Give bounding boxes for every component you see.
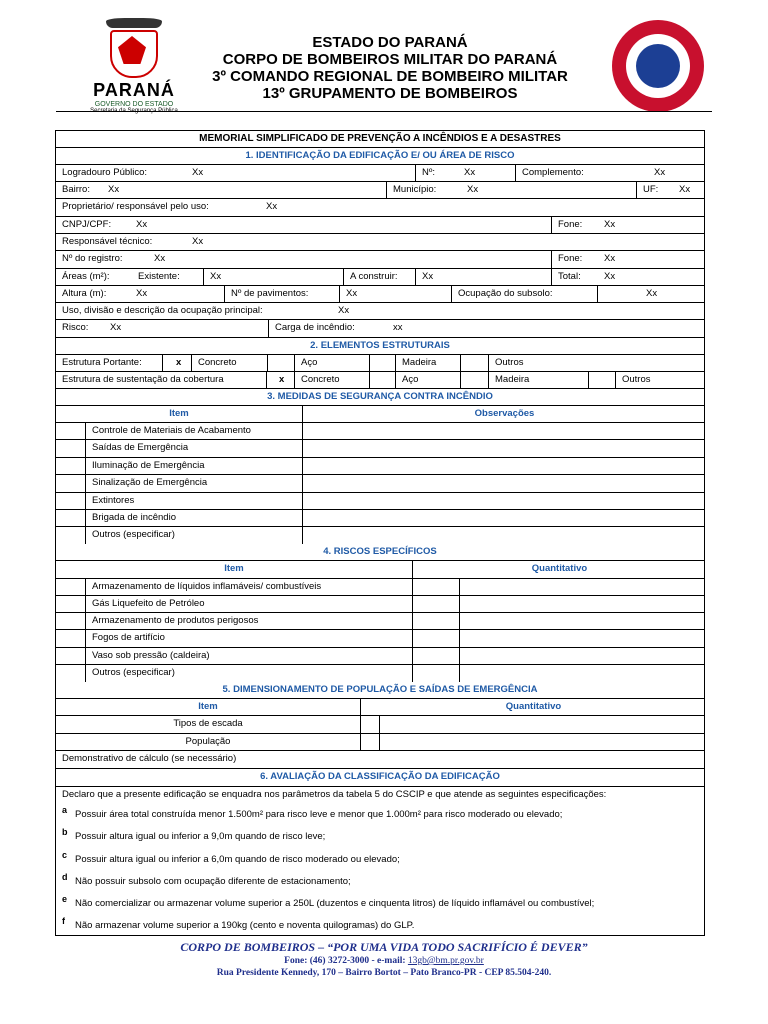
proprietario-value[interactable]: Xx — [266, 201, 278, 212]
calculo-label[interactable]: Demonstrativo de cálculo (se necessário) — [62, 753, 237, 764]
portante-concreto-check[interactable]: x — [162, 355, 191, 371]
registro-label: Nº do registro: — [62, 253, 123, 264]
section-2-heading-row — [56, 338, 704, 355]
logradouro-row — [56, 165, 704, 182]
escada-label: Tipos de escada — [173, 718, 243, 729]
s3-item-label: Controle de Materiais de Acabamento — [85, 423, 302, 439]
form-title: MEMORIAL SIMPLIFICADO DE PREVENÇÃO A INCÊNDIOS E A DESASTRES — [199, 133, 561, 144]
cnpj-row — [56, 217, 704, 234]
construir-label: A construir: — [350, 271, 398, 282]
s3-check[interactable] — [56, 423, 85, 439]
proprietario-label: Proprietário/ responsável pelo uso: — [62, 201, 209, 212]
page-footer — [0, 940, 768, 979]
s4-quantitativo[interactable] — [459, 579, 706, 595]
populacao-check[interactable] — [360, 734, 379, 750]
section-1-heading-row — [56, 148, 704, 165]
areas-row — [56, 269, 704, 286]
s4-row — [56, 630, 704, 648]
section-5-heading-row — [56, 682, 704, 699]
section-5-heading: 5. DIMENSIONAMENTO DE POPULAÇÃO E SAÍDAS DE EMERGÊNCIA — [222, 684, 538, 695]
responsavel-label: Responsável técnico: — [62, 236, 153, 247]
carga-value[interactable]: xx — [393, 322, 403, 333]
subsolo-label: Ocupação do subsolo: — [458, 288, 553, 299]
escada-check[interactable] — [360, 716, 379, 733]
portante-aco-check[interactable] — [267, 355, 294, 371]
footer-motto: CORPO DE BOMBEIROS – “POR UMA VIDA TODO SACRIFÍCIO É DEVER” — [180, 940, 588, 954]
s4-check[interactable] — [56, 630, 85, 647]
s3-check[interactable] — [56, 510, 85, 526]
bairro-value[interactable]: Xx — [108, 184, 120, 195]
cnpj-label: CNPJ/CPF: — [62, 219, 112, 230]
footer-contact — [0, 955, 768, 967]
header-titles — [190, 34, 590, 102]
existente-value[interactable]: Xx — [210, 271, 222, 282]
s4-col-qt: Quantitativo — [412, 561, 706, 578]
registro-value[interactable]: Xx — [154, 253, 166, 264]
estrutura-cobertura-row — [56, 372, 704, 389]
declaration-item-letter: f — [62, 916, 65, 926]
declaration-item-text: Não armazenar volume superior a 190kg (cento e noventa quilogramas) do GLP. — [75, 920, 415, 931]
footer-phone: Fone: (46) 3272-3000 - e-mail: — [284, 956, 408, 966]
declaration-intro: Declaro que a presente edificação se enquadra nos parâmetros da tabela 5 do CSCIP e que atende as seguintes especificações: — [62, 789, 607, 800]
cobertura-aco-check[interactable] — [369, 372, 395, 388]
s3-observacao[interactable] — [302, 510, 706, 526]
portante-outros-check[interactable] — [460, 355, 488, 371]
page-header — [0, 0, 768, 120]
altura-value[interactable]: Xx — [136, 288, 148, 299]
s4-quantitativo[interactable] — [459, 648, 706, 664]
s3-row — [56, 475, 704, 493]
footer-address: Rua Presidente Kennedy, 170 – Bairro Bortot – Pato Branco-PR - CEP 85.504-240. — [216, 968, 552, 978]
s3-row — [56, 440, 704, 458]
s4-row — [56, 613, 704, 630]
section-3-heading: 3. MEDIDAS DE SEGURANÇA CONTRA INCÊNDIO — [267, 391, 493, 402]
s5-col-item: Item — [198, 701, 218, 712]
complemento-label: Complemento: — [522, 167, 584, 178]
declaration-item-letter: b — [62, 827, 68, 837]
section-4-heading-row — [56, 544, 704, 561]
portante-madeira-label: Madeira — [395, 355, 460, 371]
s4-check[interactable] — [56, 613, 85, 629]
s3-item-label: Iluminação de Emergência — [85, 458, 302, 474]
header-line-3: 3º COMANDO REGIONAL DE BOMBEIRO MILITAR — [212, 68, 568, 85]
s4-quantitativo[interactable] — [459, 665, 706, 682]
cobertura-label: Estrutura de sustentação da cobertura — [62, 374, 224, 385]
registro-row — [56, 251, 704, 269]
subsolo-value[interactable]: Xx — [646, 288, 658, 299]
s4-qt-check[interactable] — [412, 579, 459, 595]
altura-label: Altura (m): — [62, 288, 107, 299]
responsavel-row — [56, 234, 704, 251]
uso-row — [56, 303, 704, 320]
uso-label: Uso, divisão e descrição da ocupação principal: — [62, 305, 263, 316]
bairro-label: Bairro: — [62, 184, 90, 195]
section-4-heading: 4. RISCOS ESPECÍFICOS — [323, 546, 437, 557]
escada-value[interactable] — [379, 716, 706, 733]
s4-row — [56, 648, 704, 665]
section-4-column-header — [56, 561, 704, 579]
populacao-value[interactable] — [379, 734, 706, 750]
risco-label: Risco: — [62, 322, 89, 333]
proprietario-row — [56, 199, 704, 217]
fone-value[interactable]: Xx — [604, 219, 616, 230]
s3-col-item: Item — [169, 408, 189, 419]
section-5-column-header — [56, 699, 704, 716]
fone-2-value[interactable]: Xx — [604, 253, 616, 264]
cobertura-outros-check[interactable] — [588, 372, 615, 388]
declaration-item-text: Possuir área total construída menor 1.500m² para risco leve e menor que 1.000m² para risco moderado ou elevado; — [75, 809, 563, 820]
cobertura-madeira-check[interactable] — [460, 372, 488, 388]
s4-check[interactable] — [56, 665, 85, 682]
s4-item-label: Outros (especificar) — [85, 665, 412, 682]
s4-qt-check[interactable] — [412, 648, 459, 664]
s4-qt-check[interactable] — [412, 613, 459, 629]
cnpj-value[interactable]: Xx — [136, 219, 148, 230]
s4-check[interactable] — [56, 648, 85, 664]
risco-row — [56, 320, 704, 338]
s4-item-label: Fogos de artifício — [85, 630, 412, 647]
section-3-heading-row — [56, 389, 704, 406]
header-divider — [56, 111, 712, 112]
header-line-4: 13º GRUPAMENTO DE BOMBEIROS — [262, 85, 518, 102]
s4-quantitativo[interactable] — [459, 596, 706, 612]
populacao-label: População — [185, 736, 231, 747]
s4-qt-check[interactable] — [412, 596, 459, 612]
numero-value[interactable]: Xx — [464, 167, 476, 178]
s3-item-label: Brigada de incêndio — [85, 510, 302, 526]
portante-label: Estrutura Portante: — [62, 357, 142, 368]
portante-outros-label: Outros — [488, 355, 706, 371]
cobertura-madeira-label: Madeira — [488, 372, 588, 388]
s3-observacao[interactable] — [302, 440, 706, 457]
declaration-item-letter: c — [62, 850, 68, 860]
declaration-item-letter: a — [62, 805, 68, 815]
declaration-item-text: Não possuir subsolo com ocupação diferente de estacionamento; — [75, 876, 351, 887]
s4-quantitativo[interactable] — [459, 613, 706, 629]
footer-email-link[interactable]: 13gb@bm.pr.gov.br — [407, 956, 484, 966]
declaration-item-text: Possuir altura igual ou inferior a 9,0m quando de risco leve; — [75, 831, 326, 842]
s4-item-label: Armazenamento de produtos perigosos — [85, 613, 412, 629]
s3-observacao[interactable] — [302, 423, 706, 439]
cobertura-concreto-check[interactable]: x — [266, 372, 294, 388]
coat-of-arms-icon — [110, 30, 158, 78]
bombeiros-seal-icon — [612, 20, 704, 112]
risco-value[interactable]: Xx — [110, 322, 122, 333]
municipio-value[interactable]: Xx — [467, 184, 479, 195]
logo-subtitle-secondary: Secretaria da Segurança Pública — [90, 108, 178, 114]
section-6-declaration — [56, 787, 704, 937]
s3-item-label: Extintores — [85, 493, 302, 509]
form-title-row — [56, 131, 704, 148]
existente-label: Existente: — [138, 271, 180, 282]
municipio-label: Município: — [393, 184, 437, 195]
s3-item-label: Outros (especificar) — [85, 527, 302, 544]
s3-item-label: Sinalização de Emergência — [85, 475, 302, 492]
portante-aco-label: Aço — [294, 355, 369, 371]
uf-label: UF: — [643, 184, 659, 195]
s4-col-item: Item — [224, 563, 244, 574]
s3-row — [56, 527, 704, 544]
s3-check[interactable] — [56, 440, 85, 457]
logradouro-label: Logradouro Público: — [62, 167, 148, 178]
cobertura-aco-label: Aço — [395, 372, 460, 388]
bairro-row — [56, 182, 704, 199]
s4-item-label: Armazenamento de líquidos inflamáveis/ combustíveis — [85, 579, 412, 595]
s4-check[interactable] — [56, 579, 85, 595]
calculo-row — [56, 751, 704, 769]
s4-row — [56, 579, 704, 596]
s3-row — [56, 423, 704, 440]
total-value[interactable]: Xx — [604, 271, 616, 282]
s3-col-obs: Observações — [302, 406, 706, 422]
s3-row — [56, 493, 704, 510]
section-1-heading: 1. IDENTIFICAÇÃO DA EDIFICAÇÃO E/ OU ÁREA DE RISCO — [245, 150, 515, 161]
s4-qt-check[interactable] — [412, 630, 459, 647]
s4-check[interactable] — [56, 596, 85, 612]
responsavel-value[interactable]: Xx — [192, 236, 204, 247]
s3-row — [56, 510, 704, 527]
declaration-item-text: Possuir altura igual ou inferior a 6,0m quando de risco moderado ou elevado; — [75, 854, 400, 865]
portante-madeira-check[interactable] — [369, 355, 395, 371]
s3-check[interactable] — [56, 458, 85, 474]
s4-quantitativo[interactable] — [459, 630, 706, 647]
eagle-icon — [106, 18, 162, 28]
uf-value[interactable]: Xx — [679, 184, 691, 195]
altura-row — [56, 286, 704, 303]
declaration-item-text: Não comercializar ou armazenar volume superior a 250L (duzentos e cinquenta litros) de líquido inflamável ou combustível; — [75, 898, 595, 909]
declaration-item-letter: e — [62, 894, 68, 904]
s3-observacao[interactable] — [302, 527, 706, 544]
s4-item-label: Vaso sob pressão (caldeira) — [85, 648, 412, 664]
section-3-column-header — [56, 406, 704, 423]
populacao-row — [56, 734, 704, 751]
uso-value[interactable]: Xx — [338, 305, 350, 316]
cobertura-concreto-label: Concreto — [294, 372, 369, 388]
areas-label: Áreas (m²): — [62, 271, 110, 282]
header-line-2: CORPO DE BOMBEIROS MILITAR DO PARANÁ — [222, 51, 558, 68]
s4-row — [56, 596, 704, 613]
s3-check[interactable] — [56, 527, 85, 544]
logo-subtitle: GOVERNO DO ESTADO — [94, 101, 174, 108]
portante-concreto-label: Concreto — [191, 355, 267, 371]
s3-row — [56, 458, 704, 475]
s3-item-label: Saídas de Emergência — [85, 440, 302, 457]
escada-row — [56, 716, 704, 734]
logo-name: PARANÁ — [93, 80, 175, 100]
section-6-heading-row — [56, 769, 704, 787]
s3-check[interactable] — [56, 475, 85, 492]
fone-2-label: Fone: — [558, 253, 583, 264]
parana-logo — [88, 18, 180, 114]
cobertura-outros-label: Outros — [615, 372, 706, 388]
total-label: Total: — [558, 271, 581, 282]
pavimentos-value[interactable]: Xx — [346, 288, 358, 299]
s4-item-label: Gás Liquefeito de Petróleo — [85, 596, 412, 612]
memorial-form — [55, 130, 705, 936]
s5-col-qt: Quantitativo — [360, 699, 706, 715]
header-line-1: ESTADO DO PARANÁ — [312, 34, 468, 51]
section-6-heading: 6. AVALIAÇÃO DA CLASSIFICAÇÃO DA EDIFICAÇÃO — [260, 771, 500, 782]
pavimentos-label: Nº de pavimentos: — [231, 288, 309, 299]
complemento-value[interactable]: Xx — [654, 167, 666, 178]
fone-label: Fone: — [558, 219, 583, 230]
section-2-heading: 2. ELEMENTOS ESTRUTURAIS — [310, 340, 450, 351]
carga-label: Carga de incêndio: — [275, 322, 355, 333]
declaration-item-letter: d — [62, 872, 68, 882]
s4-row — [56, 665, 704, 682]
s3-observacao[interactable] — [302, 475, 706, 492]
construir-value[interactable]: Xx — [422, 271, 434, 282]
logradouro-value[interactable]: Xx — [192, 167, 204, 178]
estrutura-portante-row — [56, 355, 704, 372]
s3-observacao[interactable] — [302, 458, 706, 474]
s4-qt-check[interactable] — [412, 665, 459, 682]
s3-observacao[interactable] — [302, 493, 706, 509]
s3-check[interactable] — [56, 493, 85, 509]
numero-label: Nº: — [422, 167, 435, 178]
